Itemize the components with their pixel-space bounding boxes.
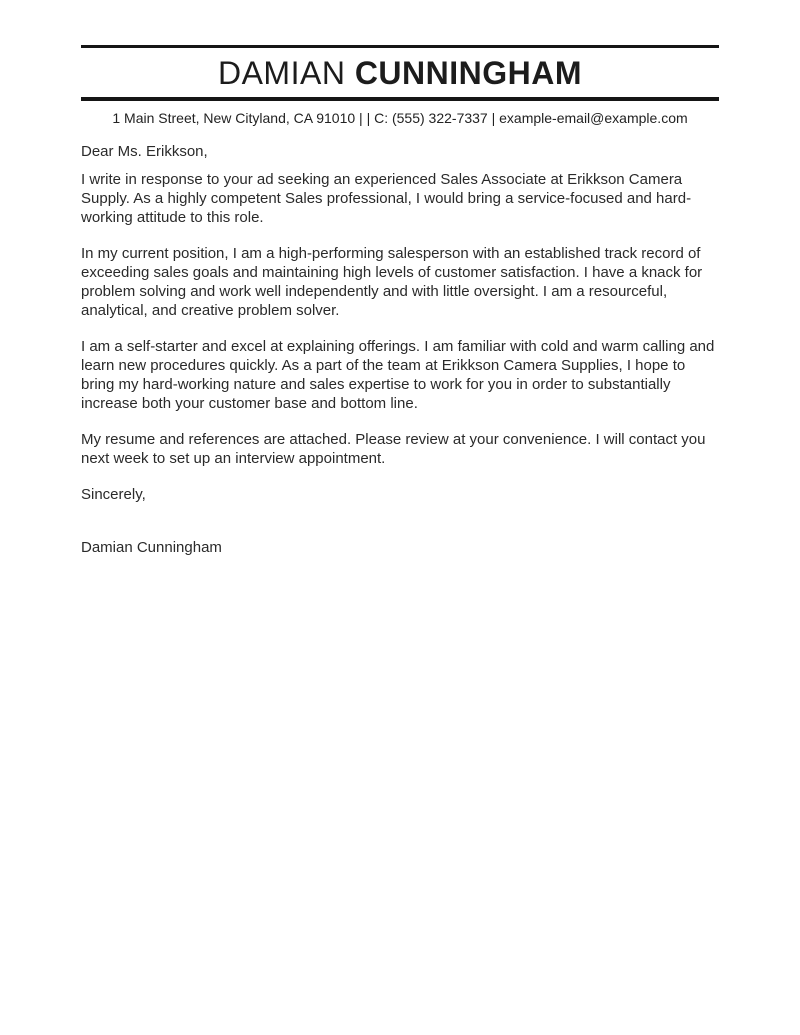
letter-body: [81, 142, 719, 557]
letter-document: [81, 0, 719, 557]
last-name: CUNNINGHAM: [354, 55, 583, 91]
salutation: Dear Ms. Erikkson,: [81, 143, 208, 160]
signature-name: Damian Cunningham: [81, 539, 222, 556]
paragraph-skills: I am a self-starter and excel at explaining offerings. I am familiar with cold and warm calling and learn new procedures quickly. As a part of the team at Erikkson Camera Supplies, I hope to bring my hard-working nature and sales expertise to work for you in order to substantially increase both your customer base and bottom line.: [81, 338, 715, 412]
contact-info: 1 Main Street, New Cityland, CA 91010 | | C: (555) 322-7337 | example-email@example.com: [112, 110, 688, 126]
closing: Sincerely,: [81, 486, 146, 503]
paragraph-intro: I write in response to your ad seeking an experienced Sales Associate at Erikkson Camera Supply. As a highly competent Sales professional, I would bring a service-focused and hard-working attitude to this role.: [81, 171, 692, 226]
paragraph-experience: In my current position, I am a high-performing salesperson with an established track record of exceeding sales goals and maintaining high levels of customer satisfaction. I have a knack for problem solving and work well independently and with little oversight. I am a resourceful, analytical, and creative problem solver.: [81, 245, 703, 319]
first-name: DAMIAN: [217, 55, 346, 91]
page-title: [81, 48, 719, 97]
header-bottom-rule: [81, 97, 719, 101]
paragraph-followup: My resume and references are attached. Please review at your convenience. I will contact you next week to set up an interview appointment.: [81, 431, 706, 467]
